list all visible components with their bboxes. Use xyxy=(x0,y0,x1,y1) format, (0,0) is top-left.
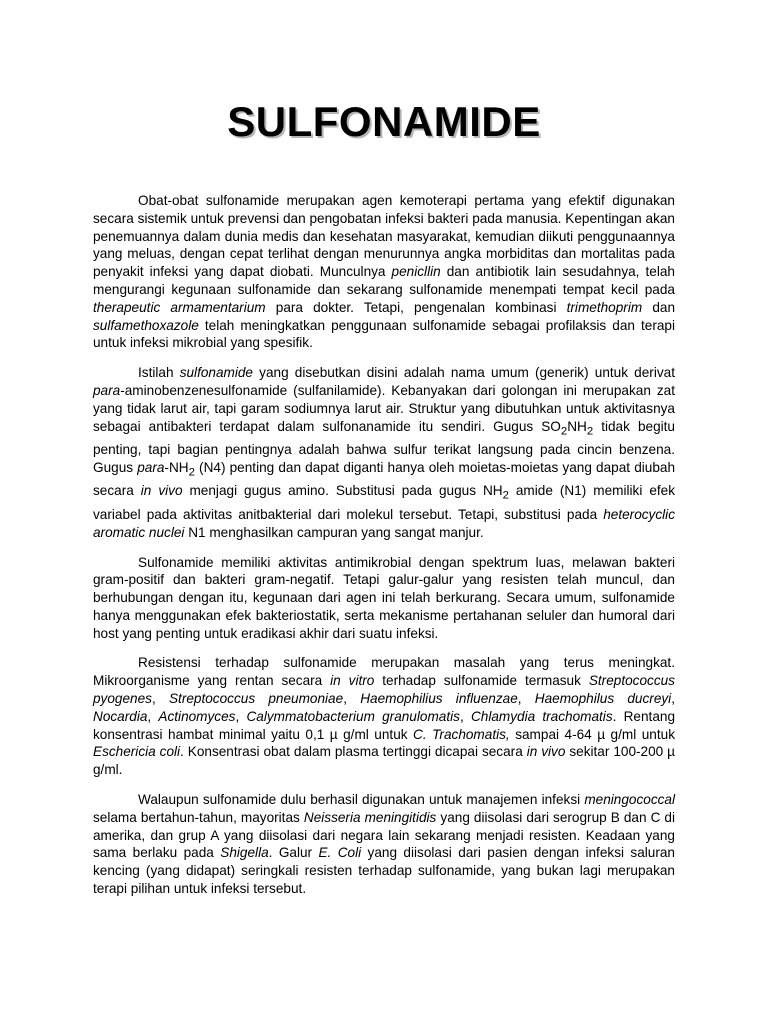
text-run: selama bertahun-tahun, mayoritas xyxy=(93,809,304,825)
italic-term: Nocardia xyxy=(93,708,148,724)
italic-term: Haemophilus ducreyi xyxy=(534,691,672,707)
paragraph xyxy=(93,192,675,352)
text-run: NH xyxy=(567,418,587,434)
text-run: dan xyxy=(642,299,676,315)
text-run: para dokter. Tetapi, pengenalan kombinasi xyxy=(265,299,567,315)
italic-term: Streptococcus pyogenes xyxy=(93,673,675,707)
text-run: yang disebutkan disini adalah nama umum (generik) untuk derivat xyxy=(253,365,675,381)
subscript: 2 xyxy=(188,466,195,479)
italic-term: Actinomyces xyxy=(158,708,236,724)
italic-term: E. Coli xyxy=(318,845,362,861)
paragraph xyxy=(93,554,675,643)
text-run: , xyxy=(151,691,169,707)
italic-term: Haemophilius influenzae xyxy=(360,691,518,707)
text-run: amide (N1) memiliki efek variabel pada aktivitas anitbakterial dari molekul tersebut. Tetapi, substitusi pada xyxy=(93,483,676,522)
text-run: menjagi gugus amino. Substitusi pada gugus NH xyxy=(182,483,503,499)
italic-term: para xyxy=(93,382,121,398)
text-run: yang diisolasi dari pasien dengan infeksi saluran kencing (yang didapat) seringkali resisten terhadap sulfonamide, yang bukan lagi merupakan terapi pilihan untuk infeksi tersebut. xyxy=(93,845,675,897)
italic-term: Streptococcus pneumoniae xyxy=(168,691,344,707)
paragraph xyxy=(93,791,675,898)
text-run: . Galur xyxy=(268,845,319,861)
italic-term: in vivo xyxy=(140,483,183,499)
text-run: Istilah xyxy=(138,365,180,381)
italic-term: in vivo xyxy=(526,744,566,760)
italic-term: heterocyclic aromatic nuclei xyxy=(93,506,675,540)
italic-term: Neisseria meningitidis xyxy=(303,809,437,825)
italic-term: Shigella xyxy=(220,845,269,861)
document-body xyxy=(93,192,675,910)
italic-term: penicllin xyxy=(391,264,441,280)
italic-term: para xyxy=(137,459,165,475)
text-run: Walaupun sulfonamide dulu berhasil digunakan untuk manajemen infeksi xyxy=(138,792,585,808)
italic-term: meningococcal xyxy=(584,792,675,808)
text-run: dan antibiotik lain sesudahnya, telah mengurangi kegunaan sulfonamide dan sekarang sulfonamide menempati tempat kecil pada xyxy=(93,264,675,297)
text-run: sekitar 100-200 µ g/ml. xyxy=(93,744,675,778)
subscript: 2 xyxy=(560,425,568,438)
document-title: SULFONAMIDE xyxy=(227,98,541,145)
italic-term: Eschericia coli xyxy=(93,744,181,760)
italic-term: C. Trachomatis, xyxy=(413,726,510,742)
text-run: telah meningkatkan penggunaan sulfonamide sebagai profilaksis dan terapi untuk infeksi mikrobial yang spesifik. xyxy=(93,317,675,351)
text-run: -aminobenzenesulfonamide (sulfanilamide). Kebanyakan dari golongan ini merupakan zat yang tidak larut air, tapi garam sodiumnya larut air. Struktur yang dibutuhkan untuk aktivitasnya sebagai antibakteri terdapat dalam sulfonanamide itu sendiri. Gugus SO xyxy=(93,382,675,434)
text-run: yang diisolasi dari serogrup B dan C di amerika, dan grup A yang diisolasi dari negara lain sekarang menjadi resisten. Keadaan yang sama berlaku pada xyxy=(93,809,676,861)
italic-term: sulfonamide xyxy=(179,365,253,381)
text-run: Resistensi terhadap sulfonamide merupakan masalah yang terus meningkat. Mikroorganisme yang rentan secara xyxy=(93,655,675,689)
text-run: Obat-obat sulfonamide merupakan agen kemoterapi pertama yang efektif digunakan secara sistemik untuk prevensi dan pengobatan infeksi bakteri pada manusia. Kepentingan akan penemuannya dalam dunia medis dan kesehatan masyarakat, kemudian diikuti penggunaannya yang meluas, dengan cepat terlihat dengan menurunnya angka morbiditas dan mortalitas pada penyakit infeksi yang dapat diobati. Munculnya xyxy=(93,193,675,280)
text-run: , xyxy=(459,708,471,724)
subscript: 2 xyxy=(586,425,594,438)
text-run: . Rentang konsentrasi hambat minimal yaitu 0,1 µ g/ml untuk xyxy=(93,708,676,742)
text-run: . Konsentrasi obat dalam plasma tertinggi dicapai secara xyxy=(180,744,527,760)
text-run: Sulfonamide memiliki aktivitas antimikrobial dengan spektrum luas, melawan bakteri gram-positif dan bakteri gram-negatif. Tetapi galur-galur yang resisten telah muncul, dan berhubungan dengan itu, kegunaan dari agen ini telah berkurang. Secara umum, sulfonamide hanya menggunakan efek bakteriostatik, serta mekanisme pertahanan seluler dan humoral dari host yang penting untuk eradikasi akhir dari suatu infeksi. xyxy=(93,554,675,641)
italic-term: therapeutic armamentarium xyxy=(93,299,266,315)
italic-term: trimethoprim xyxy=(566,299,643,315)
text-run: terhadap sulfonamide termasuk xyxy=(374,673,589,689)
text-run: , xyxy=(235,708,247,724)
paragraph xyxy=(93,654,675,779)
paragraph xyxy=(93,364,675,541)
text-run: , xyxy=(671,691,675,707)
text-run: sampai 4-64 µ g/ml untuk xyxy=(509,726,675,742)
italic-term: Calymmatobacterium granulomatis xyxy=(246,708,460,724)
italic-term: in vitro xyxy=(330,673,375,689)
text-run: , xyxy=(343,691,361,707)
italic-term: sulfamethoxazole xyxy=(93,317,199,333)
text-run: (N4) penting dan dapat diganti hanya oleh moietas-moietas yang dapat diubah secara xyxy=(93,459,676,499)
italic-term: Chlamydia trachomatis xyxy=(470,708,613,724)
text-run: , xyxy=(147,708,159,724)
text-run: N1 menghasilkan campuran yang sangat manjur. xyxy=(184,524,484,540)
subscript: 2 xyxy=(502,490,509,503)
text-run: tidak begitu penting, tapi bagian pentingnya adalah bahwa sulfur terikat langsung pada cincin benzena. Gugus xyxy=(93,418,675,475)
text-run: -NH xyxy=(164,459,189,475)
text-run: , xyxy=(517,691,535,707)
